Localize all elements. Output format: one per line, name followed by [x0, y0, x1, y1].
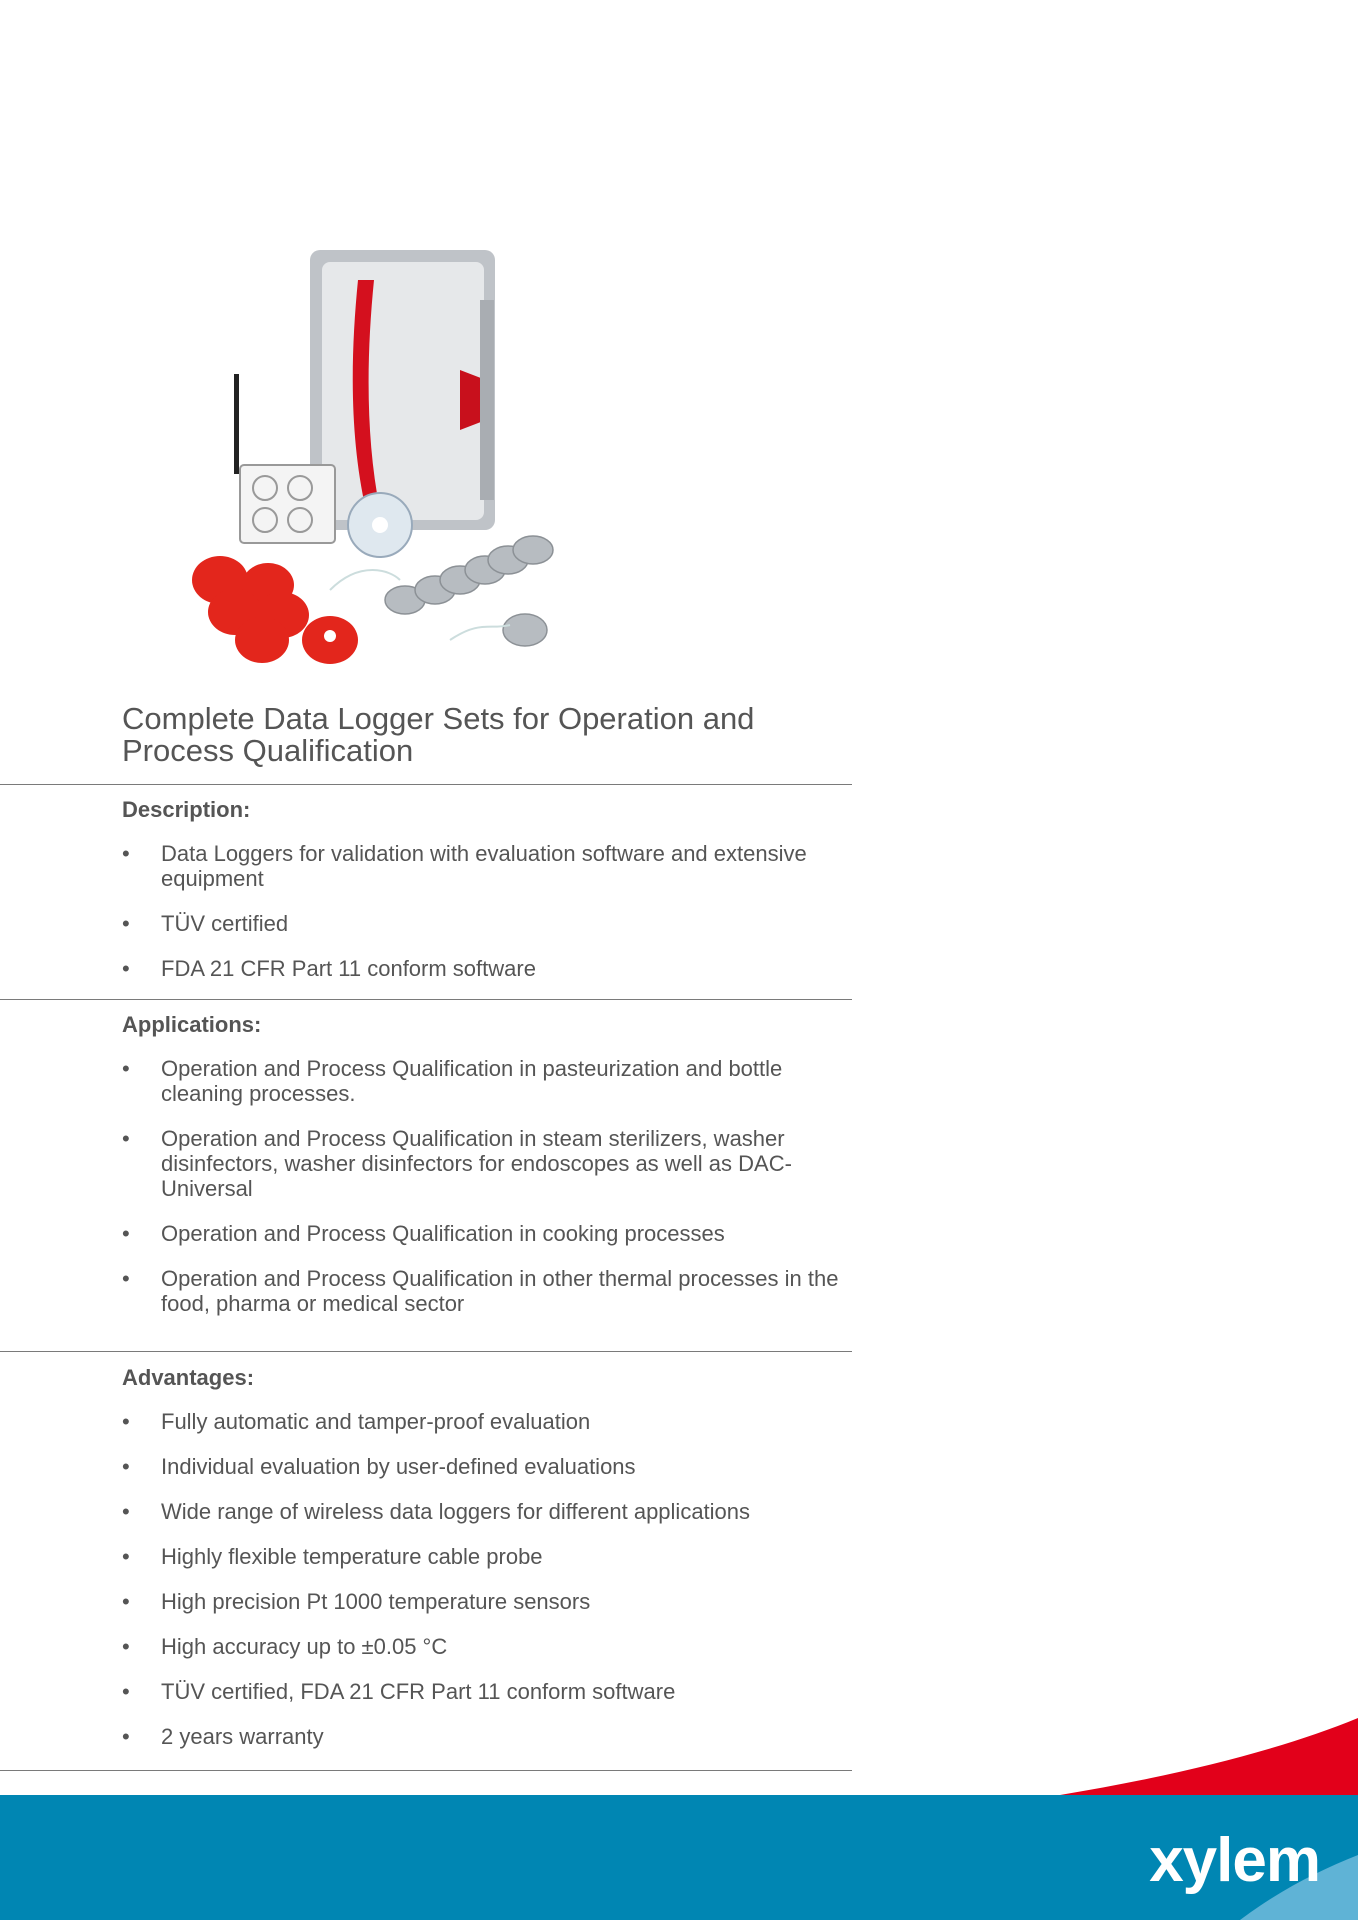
divider — [0, 999, 852, 1000]
list-item: • Operation and Process Qualification in other thermal processes in the food, pharma or medical sector — [122, 1266, 852, 1316]
list-item: • Data Loggers for validation with evaluation software and extensive equipment — [122, 841, 852, 891]
list-item: • Wide range of wireless data loggers for different applications — [122, 1499, 852, 1524]
list-item: • Operation and Process Qualification in steam sterilizers, washer disinfectors, washer disinfectors for endoscopes as well as DAC-Universal — [122, 1126, 852, 1201]
description-section — [122, 797, 852, 1001]
list-item: • Individual evaluation by user-defined evaluations — [122, 1454, 852, 1479]
section-heading: Advantages: — [122, 1365, 255, 1390]
list-item: • High accuracy up to ±0.05 °C — [122, 1634, 852, 1659]
list-item: • Highly flexible temperature cable probe — [122, 1544, 852, 1569]
list-item: • Fully automatic and tamper-proof evaluation — [122, 1409, 852, 1434]
list-item: • FDA 21 CFR Part 11 conform software — [122, 956, 852, 981]
xylem-logo: xylem — [1149, 1826, 1320, 1895]
list-item: • Operation and Process Qualification in cooking processes — [122, 1221, 852, 1246]
divider — [0, 784, 852, 785]
list-item: • High precision Pt 1000 temperature sensors — [122, 1589, 852, 1614]
section-heading: Applications: — [122, 1012, 262, 1037]
list-item: • Operation and Process Qualification in pasteurization and bottle cleaning processes. — [122, 1056, 852, 1106]
section-heading: Description: — [122, 797, 251, 822]
footer-band — [0, 1700, 1358, 1920]
list-item: • TÜV certified — [122, 911, 852, 936]
list-item: • 2 years warranty — [122, 1724, 852, 1749]
applications-section — [122, 1012, 852, 1336]
applications-list — [122, 1056, 852, 1316]
list-item: • TÜV certified, FDA 21 CFR Part 11 conform software — [122, 1679, 852, 1704]
description-list — [122, 841, 852, 981]
advantages-list — [122, 1409, 852, 1749]
page-title: Complete Data Logger Sets for Operation and Process Qualification — [122, 701, 755, 768]
data-logger-set-image — [190, 240, 570, 670]
divider — [0, 1351, 852, 1352]
